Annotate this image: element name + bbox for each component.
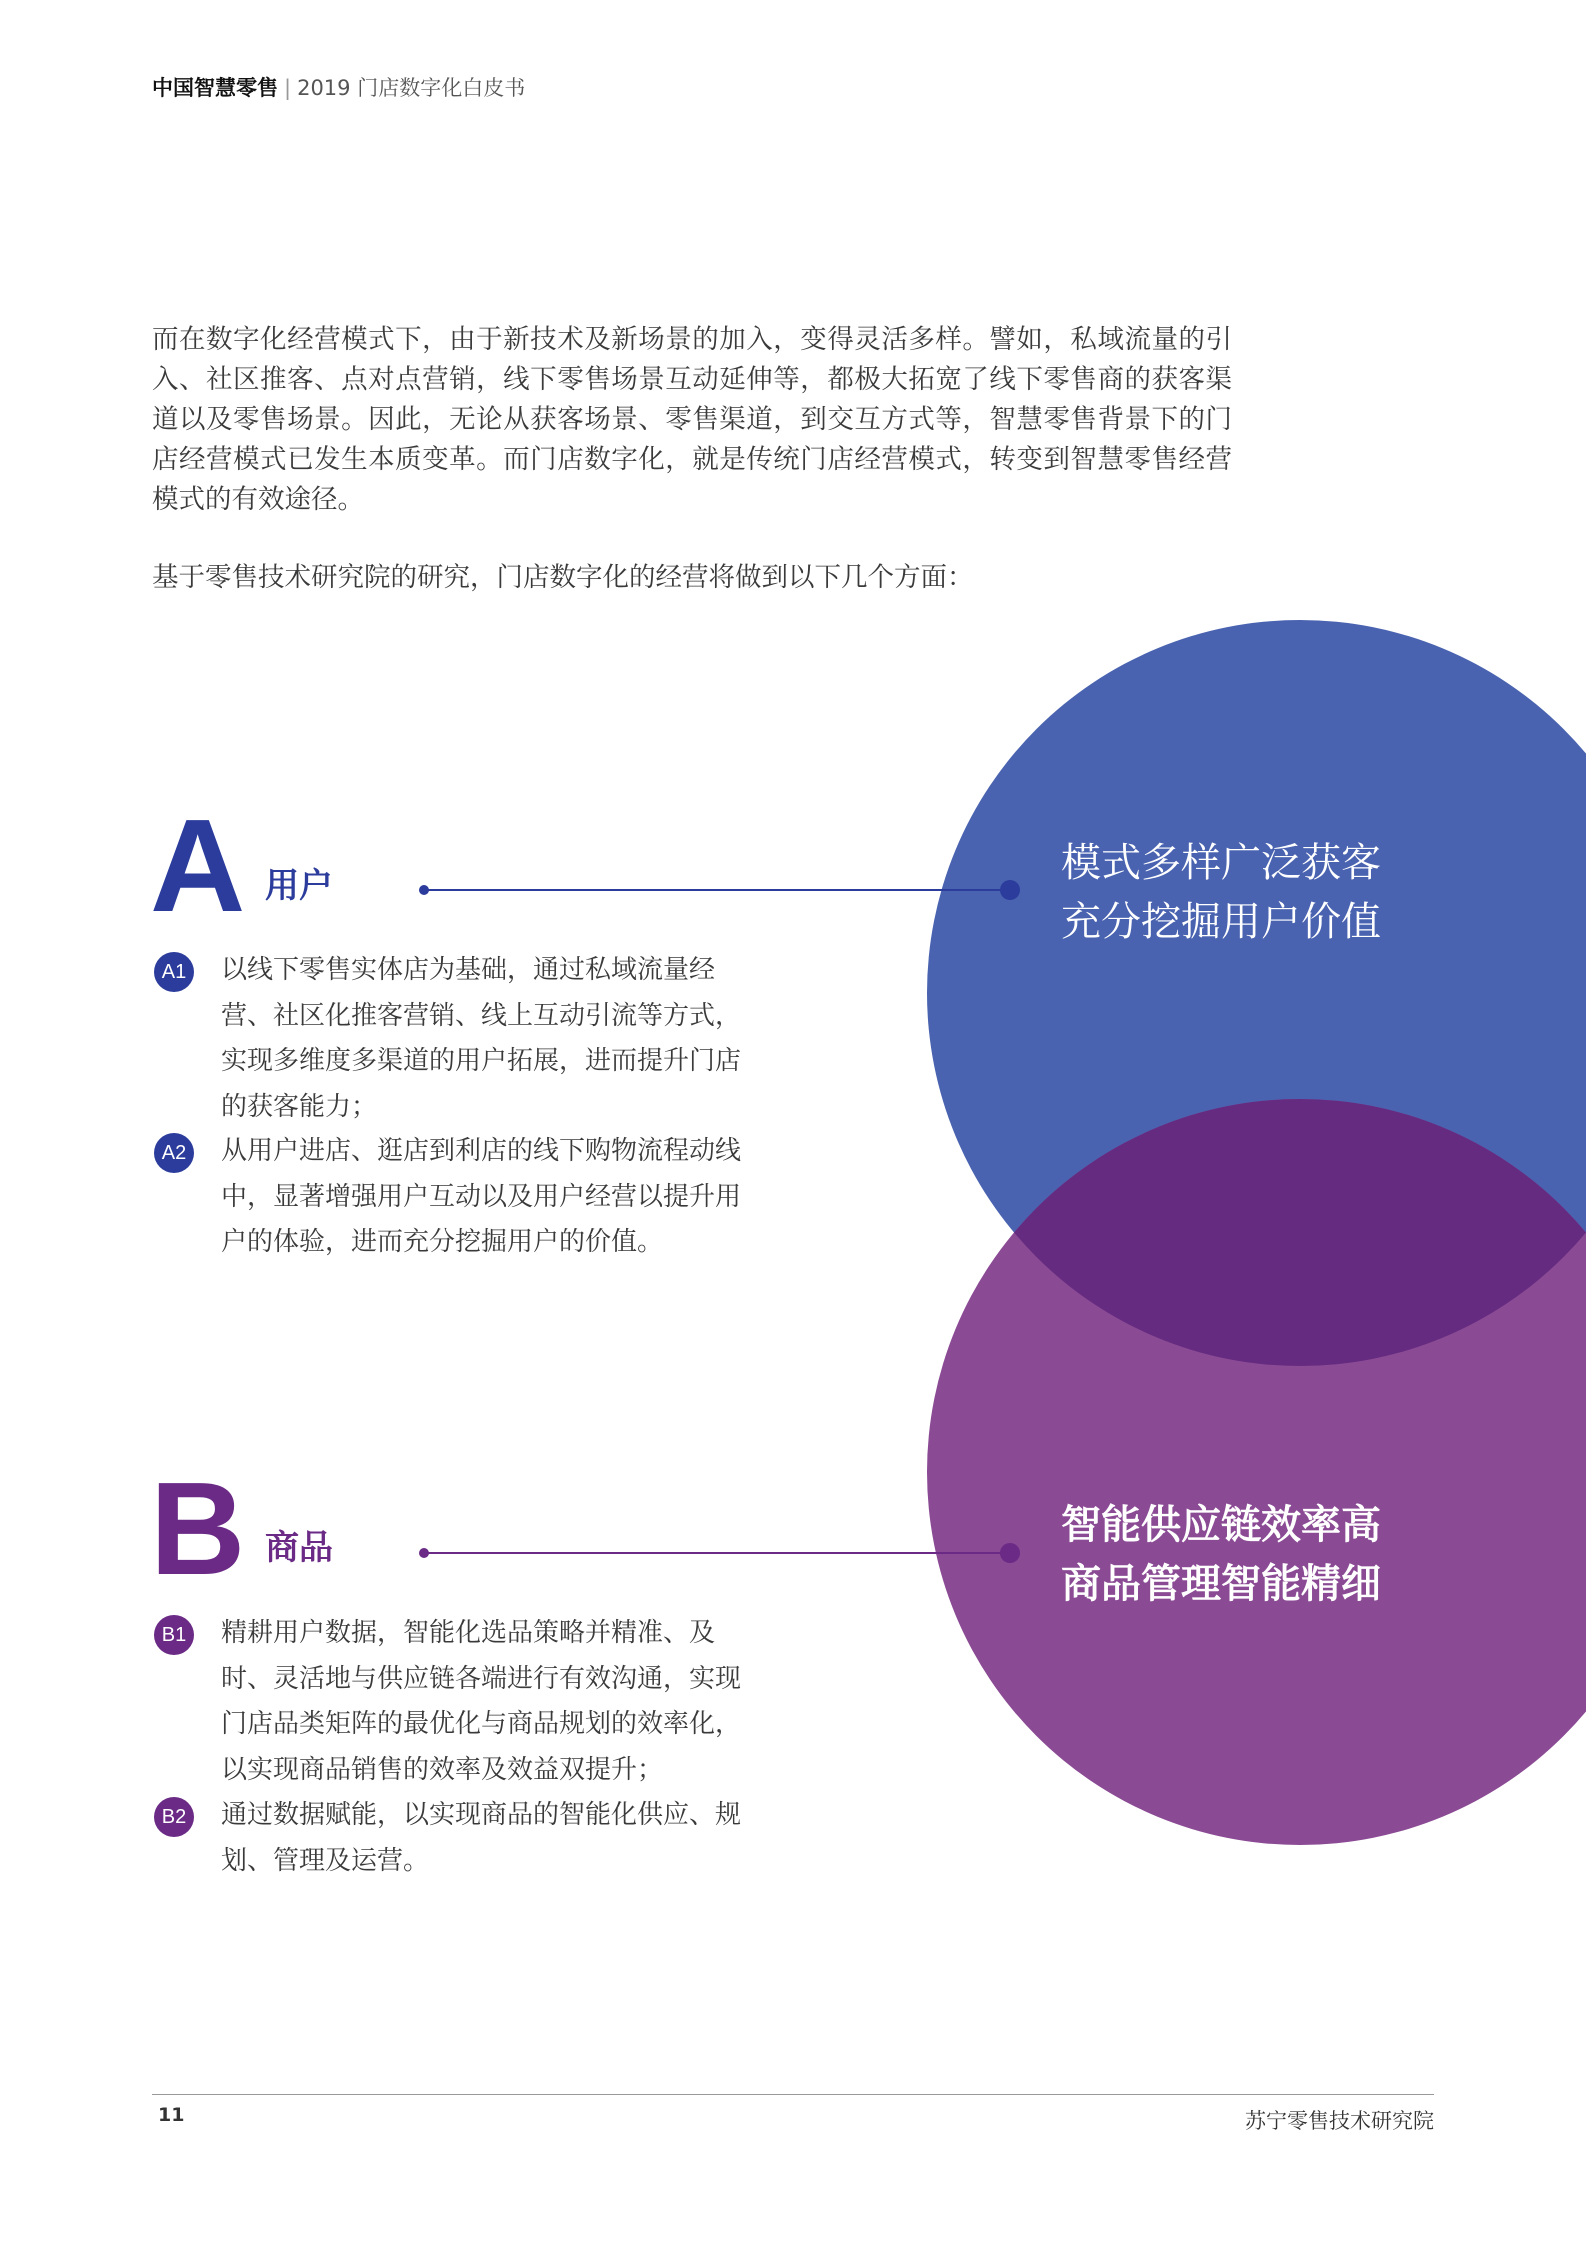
circle-a-line-2: 充分挖掘用户价值	[1061, 899, 1381, 945]
item-b1-text: 精耕用户数据，智能化选品策略并精准、及时、灵活地与供应链各端进行有效沟通，实现门店品类矩阵的最优化与商品规划的效率化，以实现商品销售的效率及效益双提升；	[221, 1618, 742, 1785]
badge-b2: B2	[154, 1797, 194, 1837]
badge-b1: B1	[154, 1615, 194, 1655]
lead-paragraph: 基于零售技术研究院的研究，门店数字化的经营将做到以下几个方面：	[152, 562, 974, 593]
connector-dot-b-end	[1000, 1543, 1020, 1563]
item-b2-text: 通过数据赋能，以实现商品的智能化供应、规划、管理及运营。	[221, 1800, 742, 1876]
intro-paragraph: 而在数字化经营模式下，由于新技术及新场景的加入，变得灵活多样。譬如，私域流量的引入、社区推客、点对点营销，线下零售场景互动延伸等，都极大拓宽了线下零售商的获客渠道以及零售场景。因此，无论从获客场景、零售渠道，到交互方式等，智慧零售背景下的门店经营模式已发生本质变革。而门店数字化，就是传统门店经营模式，转变到智慧零售经营模式的有效途径。	[152, 324, 1232, 515]
connector-dot-b-start	[419, 1548, 429, 1558]
section-a-title: 用户	[265, 866, 333, 906]
footer-organization: 苏宁零售技术研究院	[1245, 2109, 1434, 2133]
badge-a1: A1	[154, 952, 194, 992]
circle-b-line-2: 商品管理智能精细	[1061, 1561, 1381, 1607]
section-b-letter: B	[150, 1455, 246, 1602]
section-b-title: 商品	[265, 1528, 333, 1568]
header-separator: |	[284, 76, 292, 100]
connector-dot-a-end	[1000, 880, 1020, 900]
circle-a-text	[1061, 834, 1381, 952]
page-number: 11	[158, 2104, 185, 2126]
header-subtitle: 2019 门店数字化白皮书	[297, 76, 526, 100]
badge-a2: A2	[154, 1133, 194, 1173]
footer-divider	[152, 2094, 1434, 2095]
connector-dot-a-start	[419, 885, 429, 895]
header-brand: 中国智慧零售	[152, 76, 278, 100]
item-a2-text: 从用户进店、逛店到利店的线下购物流程动线中，显著增强用户互动以及用户经营以提升用户的体验，进而充分挖掘用户的价值。	[221, 1136, 742, 1257]
circle-b-line-1: 智能供应链效率高	[1061, 1502, 1381, 1548]
circle-b-text	[1061, 1496, 1381, 1614]
circle-a-line-1: 模式多样广泛获客	[1061, 840, 1381, 886]
section-a-letter: A	[150, 792, 246, 939]
item-a1-text: 以线下零售实体店为基础，通过私域流量经营、社区化推客营销、线上互动引流等方式，实现多维度多渠道的用户拓展，进而提升门店的获客能力；	[221, 955, 742, 1122]
